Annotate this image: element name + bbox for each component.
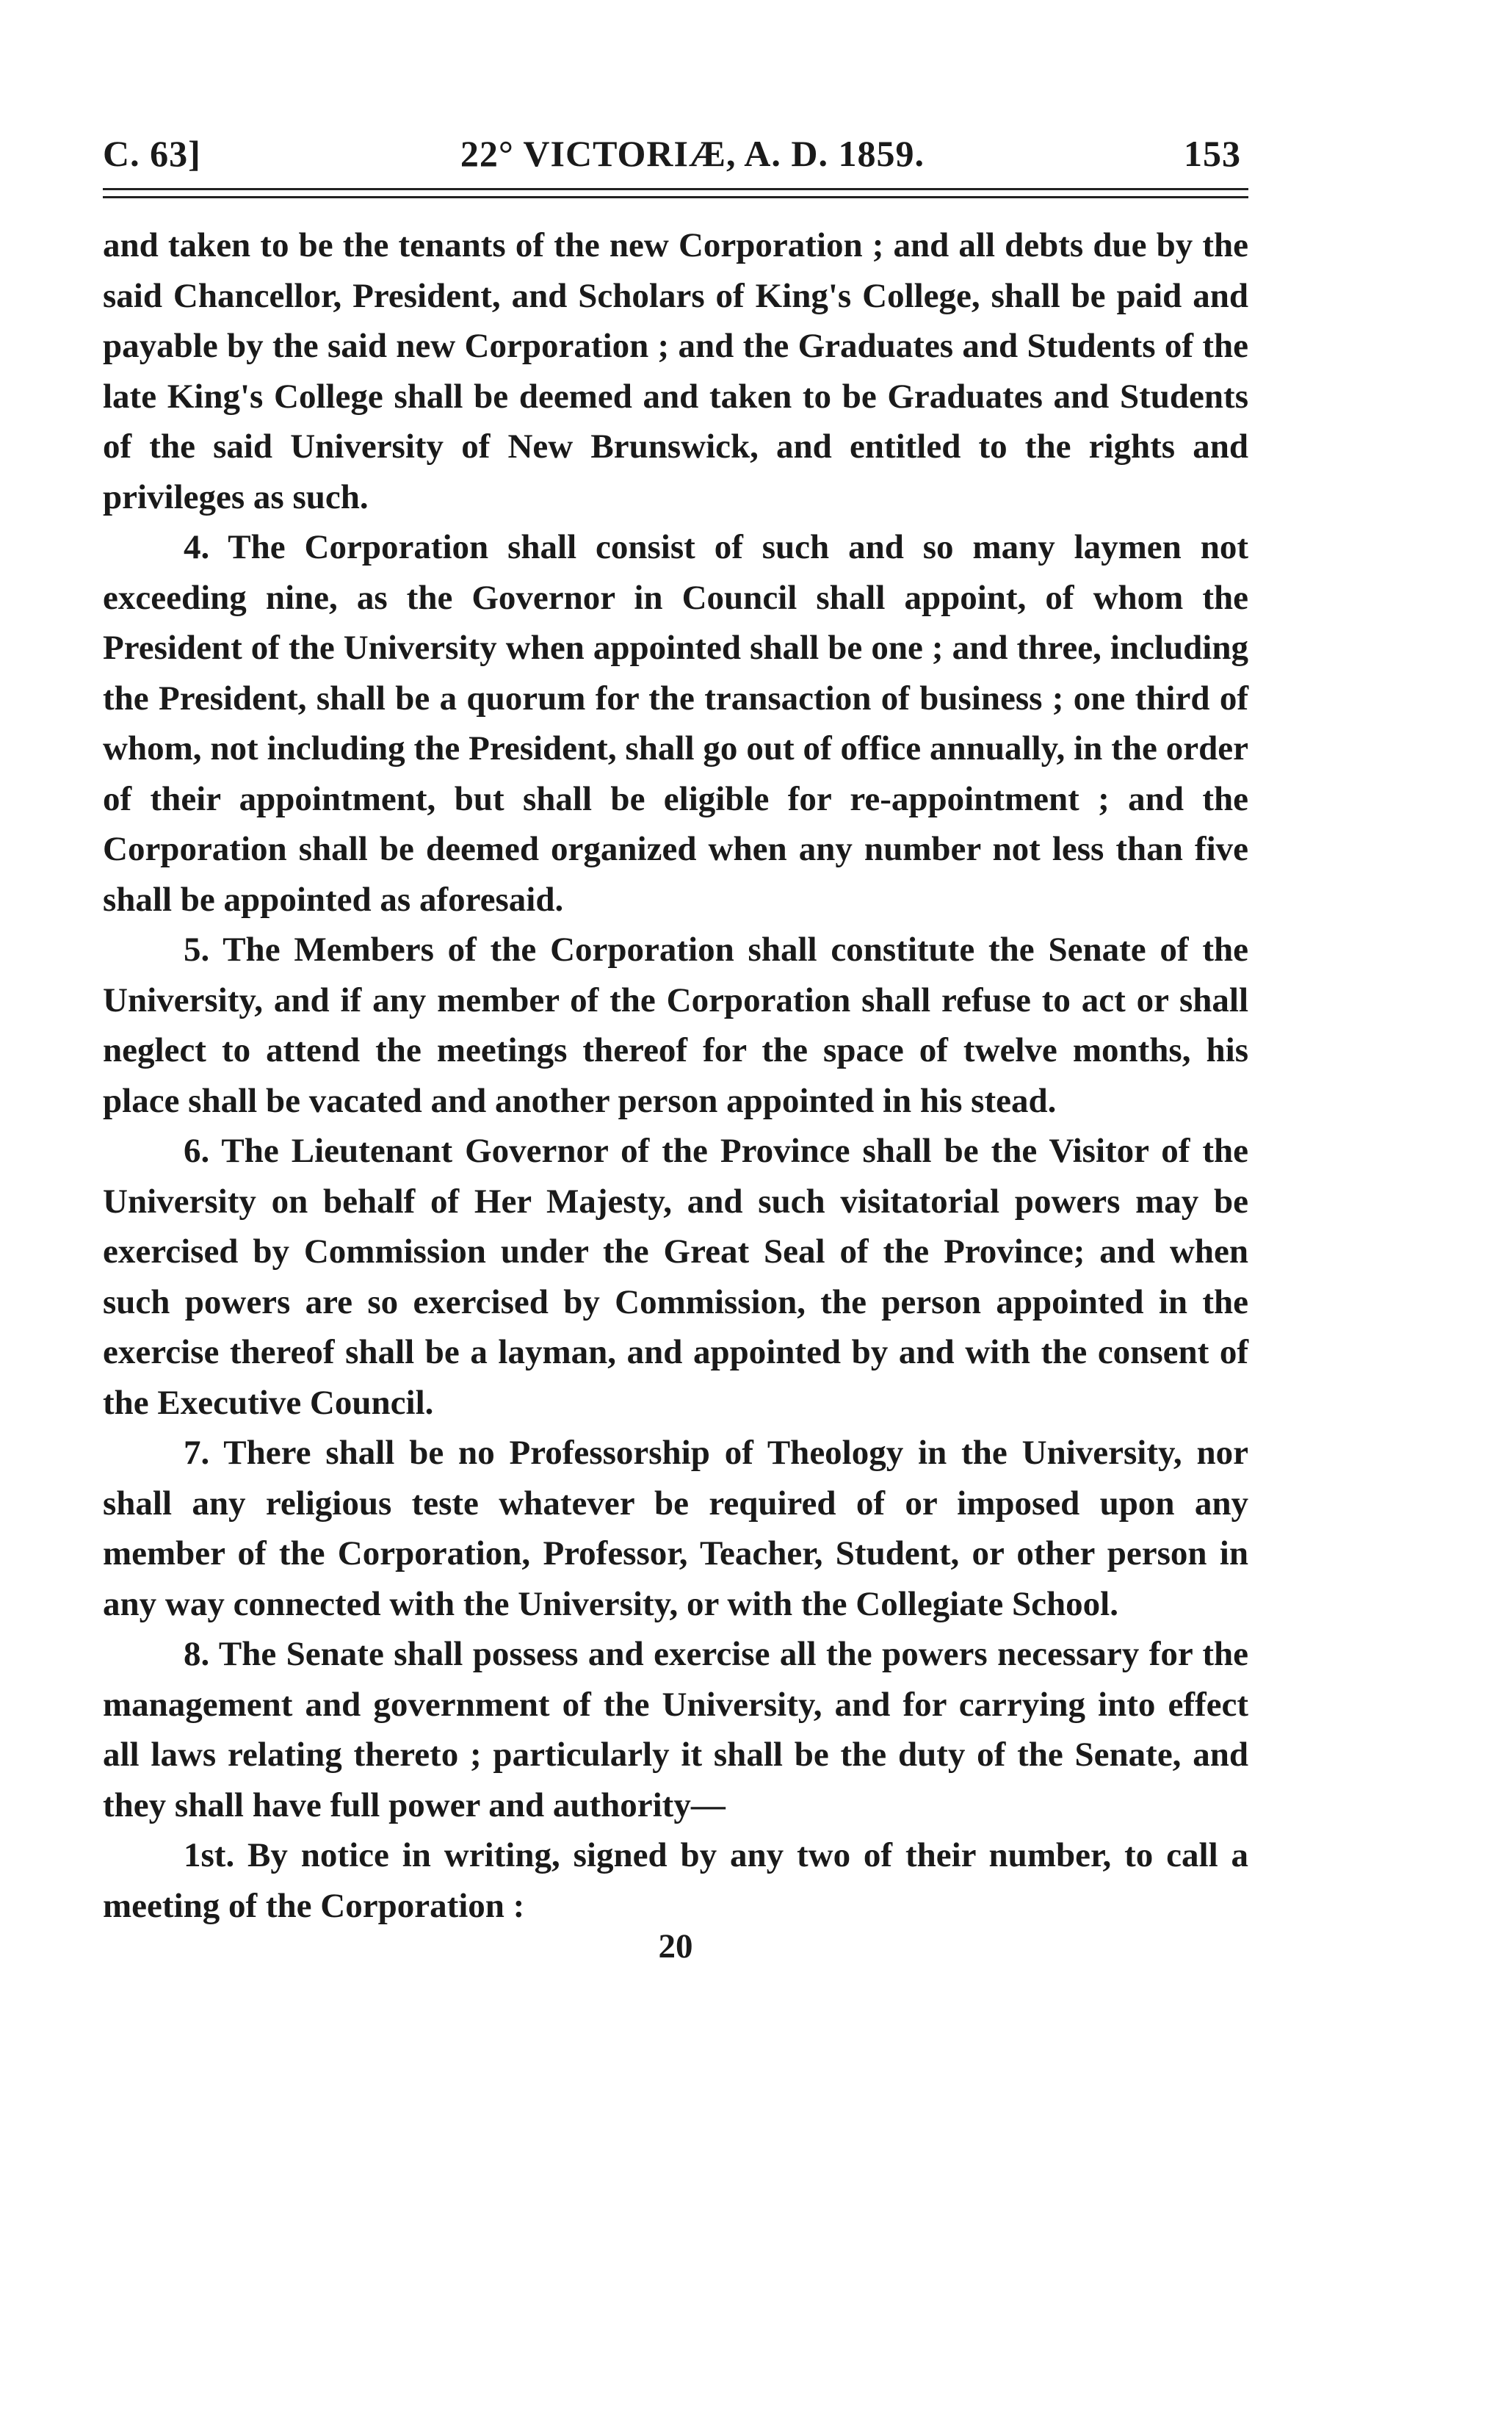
section-8: 8. The Senate shall possess and exercise all the powers necessary for the management and government of the University, and for carrying into effect all laws relating thereto ; particularly it shall be the duty of the Senate, and they shall have full power and authority—	[103, 1635, 1248, 1824]
statute-text	[103, 220, 1248, 1931]
header-double-rule	[103, 188, 1248, 198]
page-number: 153	[1184, 133, 1241, 174]
section-5: 5. The Members of the Corporation shall constitute the Senate of the University, and if any member of the Corporation shall refuse to act or shall neglect to attend the meetings thereof for the space of twelve months, his place shall be vacated and another person appointed in his stead.	[103, 931, 1248, 1120]
section-6: 6. The Lieutenant Governor of the Province shall be the Visitor of the University on behalf of Her Majesty, and such visitatorial powers may be exercised by Commission under the Great Seal of the Province; and when such powers are so exercised by Commission, the person appointed in the exercise thereof shall be a layman, and appointed by and with the consent of the Executive Council.	[103, 1132, 1248, 1422]
paragraph-continuation: and taken to be the tenants of the new Corporation ; and all debts due by the said Chancellor, President, and Scholars of King's College, shall be paid and payable by the said new Corporation ; and the Graduates and Students of the late King's College shall be deemed and taken to be Graduates and Students of the said University of New Brunswick, and entitled to the rights and privileges as such.	[103, 226, 1248, 516]
chapter-reference: C. 63]	[103, 133, 201, 174]
section-7: 7. There shall be no Professorship of Theology in the University, nor shall any religious teste whatever be required of or imposed upon any member of the Corporation, Professor, Teacher, Student, or other person in any way connected with the University, or with the Collegiate School.	[103, 1434, 1248, 1623]
running-header	[103, 132, 1248, 175]
regnal-year-title: 22° VICTORIÆ, A. D. 1859.	[460, 133, 925, 174]
subsection-1st: 1st. By notice in writing, signed by any two of their number, to call a meeting of the Corporation :	[103, 1836, 1248, 1925]
printer-signature-mark: 20	[658, 1927, 693, 1965]
section-4: 4. The Corporation shall consist of such and so many laymen not exceeding nine, as the Governor in Council shall appoint, of whom the President of the University when appointed shall be one ; and three, including the President, shall be a quorum for the transaction of business ; one third of whom, not including the President, shall go out of office annually, in the order of their appointment, but shall be eligible for re-appointment ; and the Corporation shall be deemed organized when any number not less than five shall be appointed as aforesaid.	[103, 528, 1248, 919]
page	[103, 132, 1248, 1966]
